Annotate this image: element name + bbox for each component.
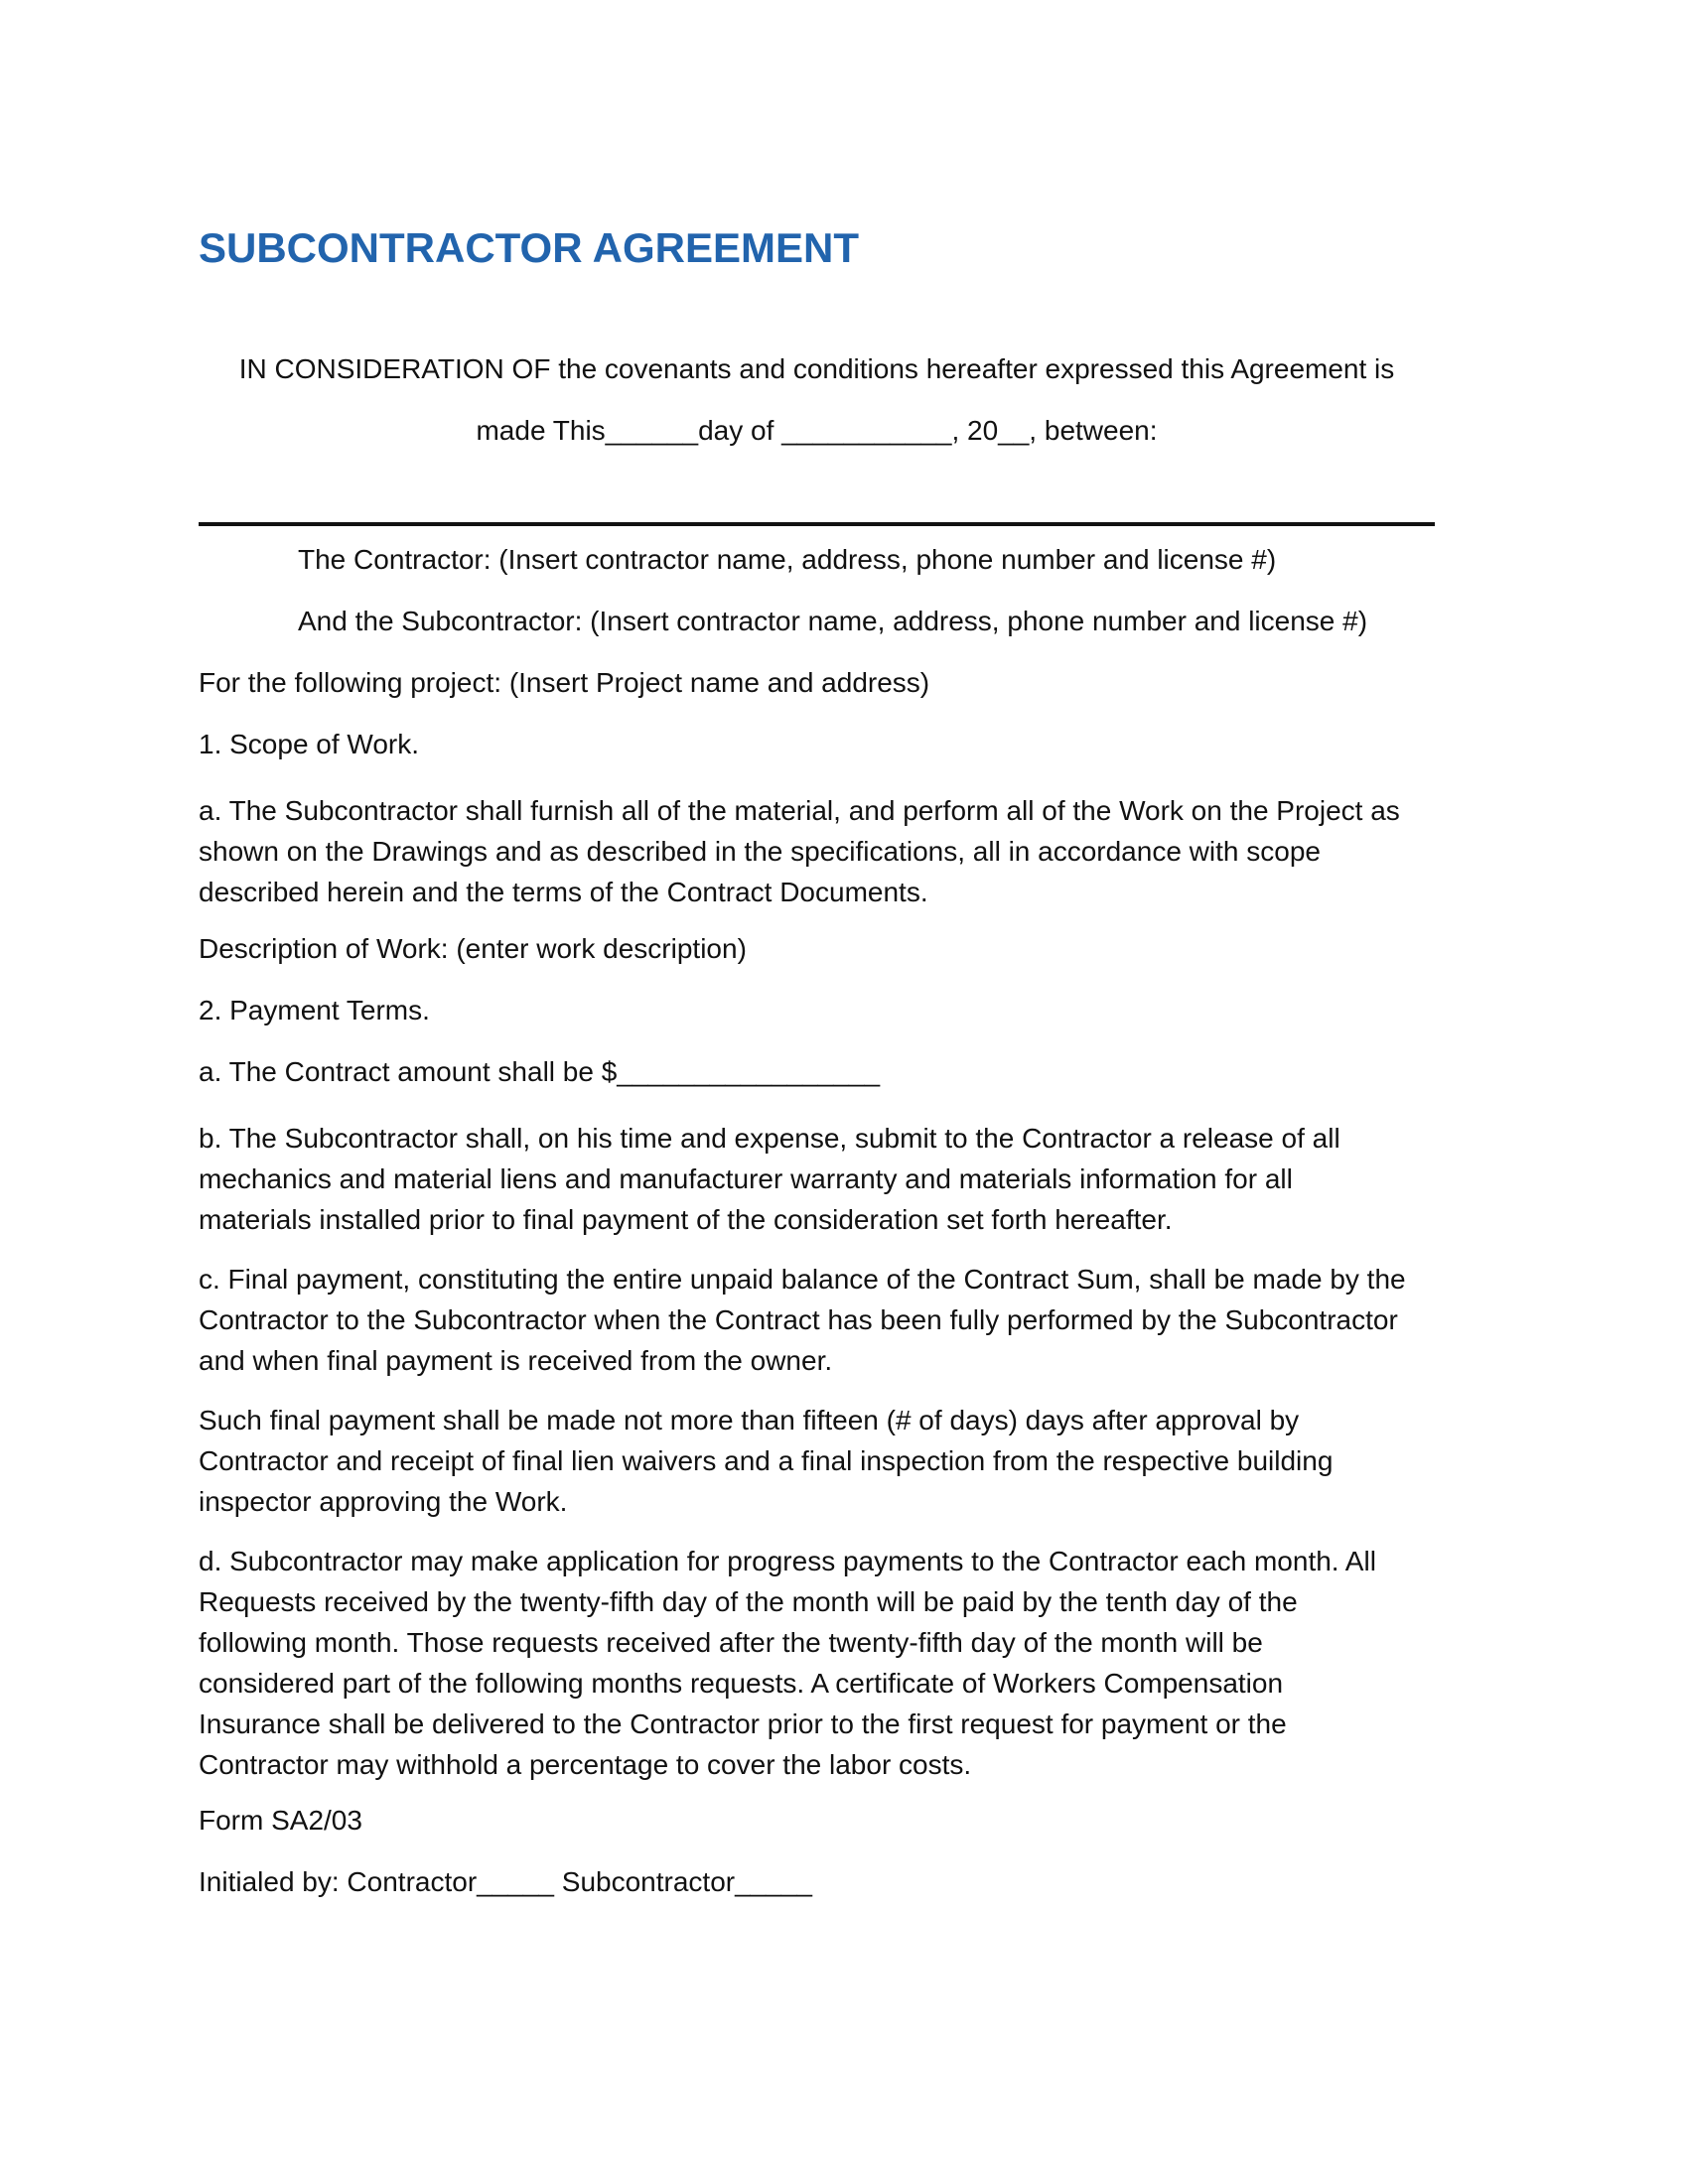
- project-line: For the following project: (Insert Project name and address): [199, 667, 930, 698]
- horizontal-rule: [199, 522, 1435, 526]
- paragraph-line: considered part of the following months requests. A certificate of Workers Compensation: [199, 1668, 1284, 1699]
- final-payment-paragraph: [199, 1400, 1435, 1522]
- section-1-heading: 1. Scope of Work.: [199, 729, 420, 759]
- paragraph-line: materials installed prior to final payment of the consideration set forth hereafter.: [199, 1204, 1173, 1235]
- paragraph-line: described herein and the terms of the Contract Documents.: [199, 877, 928, 907]
- section-1-a-paragraph: [199, 790, 1435, 912]
- paragraph-line: Contractor to the Subcontractor when the Contract has been fully performed by the Subcontractor: [199, 1304, 1398, 1335]
- intro-line-2: made This______day of ___________, 20__, between:: [476, 415, 1158, 446]
- intro-line-1: IN CONSIDERATION OF the covenants and conditions hereafter expressed this Agreement is: [238, 353, 1395, 384]
- section-2-heading: 2. Payment Terms.: [199, 995, 430, 1025]
- form-number: Form SA2/03: [199, 1805, 362, 1836]
- paragraph-line: c. Final payment, constituting the entire unpaid balance of the Contract Sum, shall be made by the: [199, 1264, 1406, 1295]
- paragraph-line: Such final payment shall be made not more than fifteen (# of days) days after approval by: [199, 1405, 1300, 1435]
- subcontractor-line: And the Subcontractor: (Insert contractor name, address, phone number and license #): [298, 606, 1368, 636]
- paragraph-line: Requests received by the twenty-fifth day of the month will be paid by the tenth day of the: [199, 1586, 1298, 1617]
- paragraph-line: Contractor may withhold a percentage to cover the labor costs.: [199, 1749, 972, 1780]
- initialed-by-line: Initialed by: Contractor_____ Subcontractor_____: [199, 1866, 812, 1897]
- section-2-d-paragraph: [199, 1541, 1435, 1785]
- contractor-line: The Contractor: (Insert contractor name, address, phone number and license #): [298, 544, 1277, 575]
- section-2-c-paragraph: [199, 1259, 1435, 1381]
- paragraph-line: inspector approving the Work.: [199, 1486, 568, 1517]
- description-of-work: Description of Work: (enter work description): [199, 933, 747, 964]
- document-title: SUBCONTRACTOR AGREEMENT: [199, 224, 860, 271]
- paragraph-line: and when final payment is received from the owner.: [199, 1345, 833, 1376]
- section-2-b-paragraph: [199, 1118, 1435, 1240]
- paragraph-line: Insurance shall be delivered to the Contractor prior to the first request for payment or the: [199, 1708, 1287, 1739]
- paragraph-line: mechanics and material liens and manufacturer warranty and materials information for all: [199, 1163, 1293, 1194]
- paragraph-line: shown on the Drawings and as described in the specifications, all in accordance with scope: [199, 836, 1321, 867]
- contract-amount-line: a. The Contract amount shall be $_________________: [199, 1056, 881, 1087]
- paragraph-line: d. Subcontractor may make application for progress payments to the Contractor each month. All: [199, 1546, 1376, 1576]
- paragraph-line: following month. Those requests received after the twenty-fifth day of the month will be: [199, 1627, 1263, 1658]
- paragraph-line: Contractor and receipt of final lien waivers and a final inspection from the respective building: [199, 1445, 1334, 1476]
- paragraph-line: a. The Subcontractor shall furnish all of the material, and perform all of the Work on the Project as: [199, 795, 1400, 826]
- paragraph-line: b. The Subcontractor shall, on his time and expense, submit to the Contractor a release of all: [199, 1123, 1340, 1154]
